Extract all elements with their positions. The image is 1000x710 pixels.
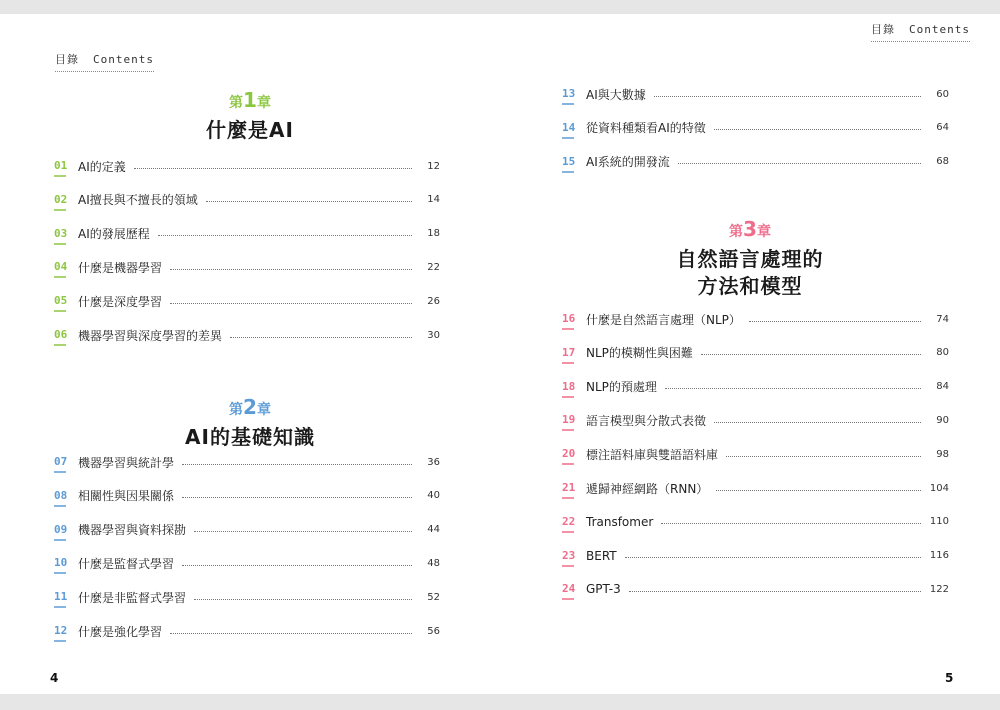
toc-item-title: 相關性與因果關係	[78, 489, 175, 504]
chapter-2-num: 2	[243, 395, 257, 419]
toc-leader-dots	[661, 523, 921, 524]
toc-item-page: 74	[936, 313, 949, 325]
toc-item-number: 05	[54, 294, 78, 308]
toc-item-title: 語言模型與分散式表徵	[586, 413, 707, 428]
page-number-left: 4	[50, 671, 59, 685]
chapter-2-heading	[0, 397, 500, 451]
toc-item-number: 03	[54, 227, 78, 241]
chapter-1-heading	[0, 90, 500, 144]
toc-item-number: 04	[54, 260, 78, 274]
toc-item	[562, 546, 949, 566]
toc-item-number: 11	[54, 590, 78, 604]
toc-item-page: 98	[936, 448, 949, 460]
toc-leader-dots	[625, 557, 921, 558]
toc-leader-dots	[182, 497, 412, 498]
toc-item-page: 26	[427, 295, 440, 307]
chapter-3-title-line-1: 自然語言處理的	[676, 247, 824, 271]
chapter-3-num: 3	[743, 217, 757, 241]
toc-leader-dots	[158, 235, 412, 236]
toc-item-page: 90	[936, 414, 949, 426]
toc-leader-dots	[654, 96, 921, 97]
toc-item-title: AI的發展歷程	[78, 227, 150, 242]
chapter-3-prefix: 第	[729, 224, 744, 240]
chapter-2-number	[0, 397, 500, 420]
toc-item-title: NLP的預處理	[586, 380, 657, 395]
toc-item-page: 64	[936, 122, 949, 134]
toc-item-page: 30	[427, 329, 440, 341]
toc-item-page: 12	[427, 160, 440, 172]
chapter-1-number	[0, 90, 500, 113]
toc-item-number: 08	[54, 489, 78, 503]
toc-header	[55, 51, 154, 72]
toc-item-number: 07	[54, 455, 78, 469]
chapter-2-title: AI的基礎知識	[185, 425, 315, 449]
toc-leader-dots	[194, 531, 412, 532]
toc-item	[54, 325, 440, 345]
toc-item-title: 什麼是機器學習	[78, 260, 163, 275]
toc-item	[562, 84, 949, 104]
toc-item	[562, 478, 949, 498]
toc-item	[562, 444, 949, 464]
toc-item-number: 01	[54, 159, 78, 173]
toc-item-page: 68	[936, 156, 949, 168]
toc-leader-dots	[716, 490, 921, 491]
toc-item-title: AI與大數據	[586, 87, 646, 102]
toc-leader-dots	[170, 269, 412, 270]
toc-item-title: 機器學習與深度學習的差異	[78, 328, 223, 343]
toc-item	[562, 152, 949, 172]
toc-leader-dots	[182, 464, 412, 465]
toc-item-page: 36	[427, 456, 440, 468]
toc-leader-dots	[714, 422, 921, 423]
chapter-3-title-line-2: 方法和模型	[697, 274, 803, 298]
chapter-2-prefix: 第	[229, 402, 244, 418]
toc-leader-dots	[665, 388, 921, 389]
toc-item	[54, 486, 440, 506]
toc-item-page: 48	[427, 557, 440, 569]
toc-item-page: 80	[936, 347, 949, 359]
toc-item-page: 104	[929, 482, 949, 494]
toc-item-page: 22	[427, 261, 440, 273]
toc-item-title: 從資料種類看AI的特徵	[586, 121, 706, 136]
toc-item-number: 24	[562, 582, 586, 596]
toc-header-right-en: Contents	[909, 23, 970, 36]
toc-item-page: 60	[936, 88, 949, 100]
toc-item-number: 20	[562, 447, 586, 461]
chapter-1-suffix: 章	[256, 95, 271, 111]
toc-item-number: 13	[562, 87, 586, 101]
toc-leader-dots	[170, 303, 412, 304]
toc-item	[54, 190, 440, 210]
toc-item-page: 122	[929, 583, 949, 595]
chapter-3-suffix: 章	[756, 224, 771, 240]
toc-item	[54, 520, 440, 540]
toc-item-page: 18	[427, 228, 440, 240]
toc-item	[54, 587, 440, 607]
toc-item-page: 56	[427, 625, 440, 637]
toc-item	[562, 410, 949, 430]
toc-item-number: 17	[562, 346, 586, 360]
toc-item-number: 06	[54, 328, 78, 342]
toc-item-number: 14	[562, 121, 586, 135]
toc-item	[562, 118, 949, 138]
toc-item	[562, 512, 949, 532]
toc-item-title: 什麼是自然語言處理（NLP）	[586, 312, 741, 327]
toc-header-zh: 目錄	[55, 53, 79, 66]
toc-header-en: Contents	[93, 53, 154, 66]
toc-item-title: AI系統的開發流	[586, 155, 670, 170]
chapter-1-prefix: 第	[229, 95, 244, 111]
toc-item	[54, 224, 440, 244]
toc-item-title: 什麼是非監督式學習	[78, 590, 187, 605]
toc-item-title: 機器學習與資料探勘	[78, 523, 187, 538]
toc-item-number: 23	[562, 549, 586, 563]
toc-item	[562, 343, 949, 363]
toc-leader-dots	[134, 168, 412, 169]
toc-item	[54, 156, 440, 176]
toc-item-title: Transfomer	[586, 514, 654, 529]
toc-leader-dots	[206, 201, 412, 202]
toc-leader-dots	[749, 321, 921, 322]
toc-leader-dots	[230, 337, 412, 338]
toc-item-page: 14	[427, 194, 440, 206]
toc-item	[54, 452, 440, 472]
toc-leader-dots	[194, 599, 412, 600]
toc-leader-dots	[170, 633, 412, 634]
toc-item	[562, 377, 949, 397]
toc-item-title: 什麼是深度學習	[78, 294, 163, 309]
left-page	[0, 14, 500, 694]
toc-item-title: AI擅長與不擅長的領域	[78, 193, 198, 208]
chapter-1-title: 什麼是AI	[206, 118, 294, 142]
toc-leader-dots	[678, 163, 921, 164]
toc-item-number: 21	[562, 481, 586, 495]
toc-item-number: 12	[54, 624, 78, 638]
toc-leader-dots	[726, 456, 921, 457]
chapter-1-num: 1	[243, 88, 257, 112]
toc-item-title: NLP的模糊性與困難	[586, 346, 693, 361]
toc-item-title: BERT	[586, 548, 617, 563]
toc-item-title: 機器學習與統計學	[78, 455, 175, 470]
toc-item-title: 標注語料庫與雙語語料庫	[586, 447, 719, 462]
toc-item-page: 40	[427, 490, 440, 502]
toc-item-page: 110	[929, 516, 949, 528]
toc-item-page: 44	[427, 524, 440, 536]
toc-item-number: 09	[54, 523, 78, 537]
toc-item-title: 遞歸神經網路（RNN）	[586, 481, 709, 496]
toc-item-title: 什麼是強化學習	[78, 624, 163, 639]
toc-item-number: 22	[562, 515, 586, 529]
toc-header-right-zh: 目錄	[871, 23, 895, 36]
toc-item	[54, 291, 440, 311]
toc-leader-dots	[182, 565, 412, 566]
toc-leader-dots	[714, 129, 921, 130]
toc-item	[54, 257, 440, 277]
chapter-3-number	[500, 219, 1000, 242]
right-page	[500, 14, 1000, 694]
toc-leader-dots	[629, 591, 921, 592]
toc-item-title: AI的定義	[78, 159, 126, 174]
toc-item-page: 116	[929, 550, 949, 562]
toc-item-number: 15	[562, 155, 586, 169]
toc-item-title: 什麼是監督式學習	[78, 556, 175, 571]
toc-item	[54, 553, 440, 573]
chapter-3-heading	[500, 219, 1000, 300]
toc-leader-dots	[701, 354, 921, 355]
toc-item-page: 84	[936, 381, 949, 393]
toc-item	[562, 579, 949, 599]
toc-item-number: 02	[54, 193, 78, 207]
toc-item-title: GPT-3	[586, 582, 621, 597]
toc-item-number: 16	[562, 312, 586, 326]
toc-header-right	[871, 21, 970, 42]
toc-item	[54, 621, 440, 641]
toc-item	[562, 309, 949, 329]
toc-item-number: 10	[54, 556, 78, 570]
chapter-2-suffix: 章	[256, 402, 271, 418]
toc-item-number: 18	[562, 380, 586, 394]
toc-item-number: 19	[562, 413, 586, 427]
toc-item-page: 52	[427, 591, 440, 603]
page-number-right: 5	[945, 671, 954, 685]
